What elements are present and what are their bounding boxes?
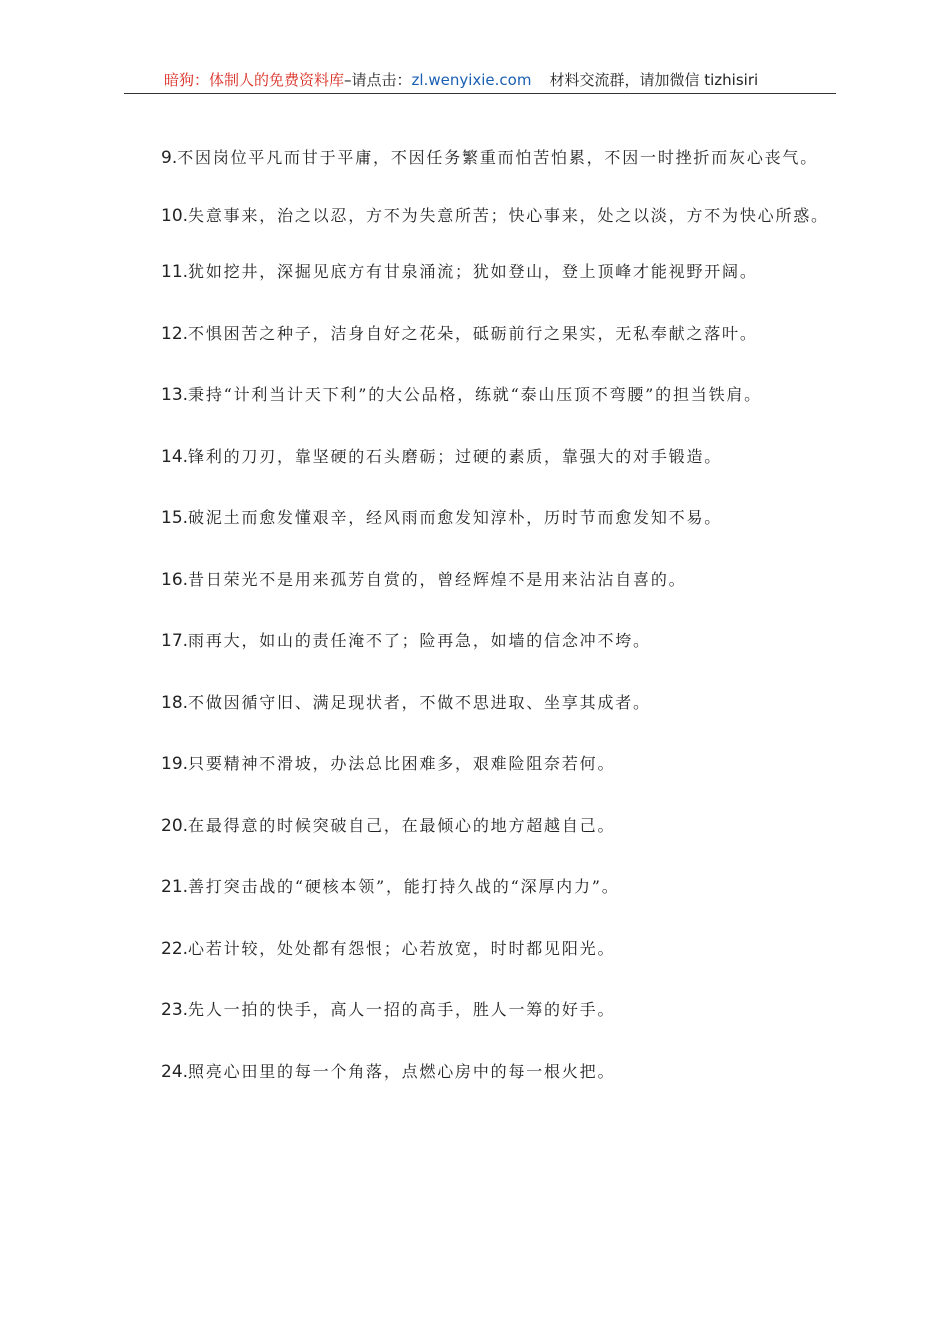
item-number: 18. <box>161 692 189 713</box>
list-item <box>124 560 838 600</box>
item-text: 在最得意的时候突破自己，在最倾心的地方超越自己。 <box>188 815 616 835</box>
list-item <box>124 314 838 354</box>
item-number: 13. <box>161 385 189 405</box>
item-number: 15. <box>161 508 189 528</box>
item-number: 9. <box>161 148 178 168</box>
item-number: 14. <box>161 446 189 467</box>
item-text: 雨再大，如山的责任淹不了；险再急，如墙的信念冲不垮。 <box>188 631 651 650</box>
header-url-link[interactable]: zl.wenyixie.com <box>411 71 532 89</box>
item-number: 16. <box>161 569 189 590</box>
item-text: 不做因循守旧、满足现状者，不做不思进取、坐享其成者。 <box>188 692 651 712</box>
header-divider <box>124 93 836 94</box>
item-text: 不惧困苦之种子，洁身自好之花朵，砥砺前行之果实，无私奉献之落叶。 <box>188 323 758 343</box>
list-item <box>124 683 838 723</box>
item-text: 秉持“计利当计天下利”的大公品格，练就“泰山压顶不弯腰”的担当铁肩。 <box>188 385 762 404</box>
item-number: 24. <box>161 1061 189 1082</box>
list-item <box>124 194 838 238</box>
header-click-label: –请点击： <box>344 71 412 89</box>
list-item <box>124 621 838 661</box>
item-text: 不因岗位平凡而甘于平庸，不因任务繁重而怕苦怕累，不因一时挫折而灰心丧气。 <box>177 148 819 167</box>
list-item <box>124 990 838 1030</box>
list-item <box>124 375 838 415</box>
document-body <box>124 136 838 1113</box>
header-group-text: 材料交流群，请加微信 tizhisiri <box>549 71 759 89</box>
item-text: 昔日荣光不是用来孤芳自赏的，曾经辉煌不是用来沾沾自喜的。 <box>188 569 687 589</box>
item-number: 20. <box>161 815 189 836</box>
page-header <box>124 70 836 92</box>
list-item <box>124 498 838 538</box>
item-text: 只要精神不滑坡，办法总比困难多，艰难险阻奈若何。 <box>188 754 616 773</box>
item-number: 23. <box>161 1000 189 1020</box>
item-number: 10. <box>161 206 189 226</box>
item-text: 犹如挖井，深掘见底方有甘泉涌流；犹如登山，登上顶峰才能视野开阔。 <box>188 262 758 281</box>
item-text: 锋利的刀刃，靠坚硬的石头磨砺；过硬的素质，靠强大的对手锻造。 <box>188 446 723 466</box>
list-item <box>124 867 838 907</box>
item-text: 心若计较，处处都有怨恨；心若放宽，时时都见阳光。 <box>188 938 616 958</box>
list-item <box>124 1052 838 1092</box>
list-item <box>124 252 838 292</box>
item-number: 22. <box>161 938 189 959</box>
header-brand: 暗狗：体制人的免费资料库 <box>164 71 345 89</box>
item-number: 19. <box>161 754 189 774</box>
item-text: 破泥土而愈发懂艰辛，经风雨而愈发知淳朴，历时节而愈发知不易。 <box>188 508 723 527</box>
list-item <box>124 929 838 969</box>
item-number: 11. <box>161 262 189 282</box>
item-text: 失意事来，治之以忍，方不为失意所苦；快心事来，处之以淡，方不为快心所惑。 <box>188 206 829 225</box>
item-number: 12. <box>161 323 189 344</box>
list-item <box>124 806 838 846</box>
list-item <box>124 437 838 477</box>
item-number: 21. <box>161 877 189 897</box>
item-number: 17. <box>161 631 189 651</box>
item-text: 照亮心田里的每一个角落，点燃心房中的每一根火把。 <box>188 1061 616 1081</box>
item-text: 善打突击战的“硬核本领”，能打持久战的“深厚内力”。 <box>188 877 620 896</box>
list-item <box>124 136 838 180</box>
list-item <box>124 744 838 784</box>
item-text: 先人一拍的快手，高人一招的高手，胜人一筹的好手。 <box>188 1000 616 1019</box>
